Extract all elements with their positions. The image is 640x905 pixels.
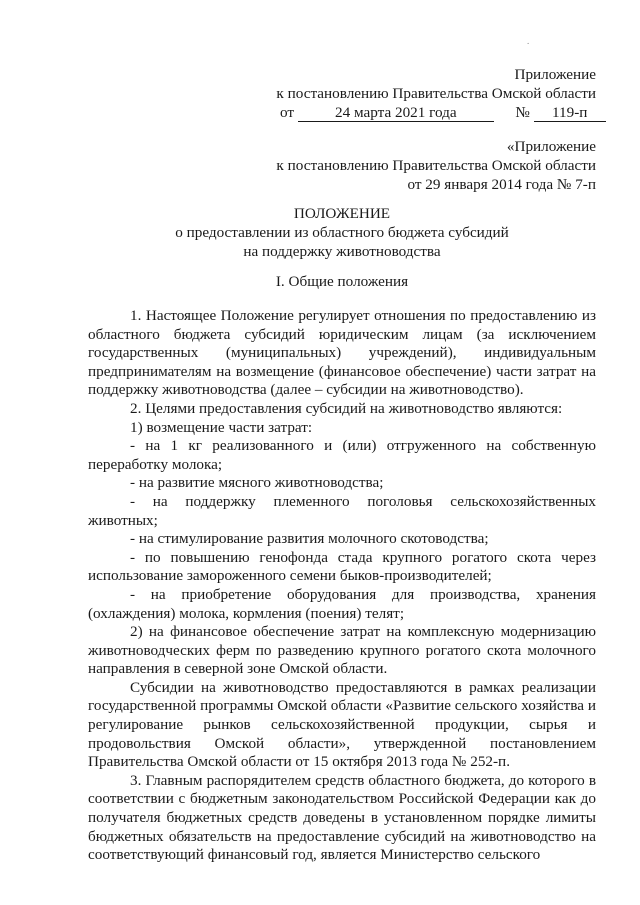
paragraph-2-1: 1) возмещение части затрат: xyxy=(130,418,313,436)
annex-date: 24 марта 2021 года xyxy=(298,105,494,122)
paragraph-3: 3. Главным распорядителем средств областного бюджета, до которого в соответствии с бюджетным законодательством Российской Федерации как до получателя бюджетных средств доведены в установленном порядке лимиты бюджетных обязательств на предоставление субсидий на животноводство на соответствующий финансовый год, является Министерство сельского xyxy=(88,771,596,864)
number-label: № xyxy=(515,104,530,121)
annex-number: 119-п xyxy=(534,105,606,122)
title-subline-1: о предоставлении из областного бюджета субсидий xyxy=(175,224,509,241)
section-heading: I. Общие положения xyxy=(275,273,409,290)
list-item: - на стимулирование развития молочного скотоводства; xyxy=(130,530,489,548)
list-item: - на поддержку племенного поголовья сельскохозяйственных животных; xyxy=(88,492,596,529)
paragraph-program: Субсидии на животноводство предоставляются в рамках реализации государственной программы Омской области «Развитие сельского хозяйства и регулирование рынков сельскохозяйственной продукции, сырья и продовольствия Омской области», утвержденной постановлением Правительства Омской области от 15 октября 2013 года № 252-п. xyxy=(88,678,596,771)
document-title xyxy=(88,204,596,261)
corner-mark: . xyxy=(527,36,530,46)
paragraph-1: 1. Настоящее Положение регулирует отношения по предоставлению из областного бюджета субсидий юридическим лицам (за исключением государственных (муниципальных) учреждений), индивидуальным предпринимателям на возмещение (финансовое обеспечение) части затрат на поддержку животноводства (далее – субсидии на животноводство). xyxy=(88,307,596,399)
document-body xyxy=(88,307,596,865)
list-item: - на 1 кг реализованного и (или) отгруженного на собственную переработку молока; xyxy=(88,437,596,473)
original-annex-resolution: к постановлению Правительства Омской области xyxy=(276,157,596,174)
list-item: - по повышению генофонда стада крупного рогатого скота через использование замороженного семени быков-производителей; xyxy=(88,548,596,585)
original-annex-title: «Приложение xyxy=(506,138,596,155)
annex-block xyxy=(260,65,596,122)
title-heading: ПОЛОЖЕНИЕ xyxy=(293,205,391,222)
annex-resolution: к постановлению Правительства Омской области xyxy=(276,85,596,102)
original-annex-block xyxy=(260,137,596,194)
paragraph-2: 2. Целями предоставления субсидий на животноводство являются: xyxy=(130,399,563,417)
annex-date-line xyxy=(260,103,596,122)
from-label: от xyxy=(280,104,295,121)
list-item: - на развитие мясного животноводства; xyxy=(130,474,384,492)
title-subline-2: на поддержку животноводства xyxy=(243,243,441,260)
paragraph-2-2: 2) на финансовое обеспечение затрат на комплексную модернизацию животноводческих ферм по разведению крупного рогатого скота молочного направления в северной зоне Омской области. xyxy=(88,623,596,678)
list-item: - на приобретение оборудования для производства, хранения (охлаждения) молока, кормления (поения) телят; xyxy=(88,585,596,622)
annex-title: Приложение xyxy=(514,66,596,83)
original-annex-date: от 29 января 2014 года № 7-п xyxy=(407,176,596,193)
